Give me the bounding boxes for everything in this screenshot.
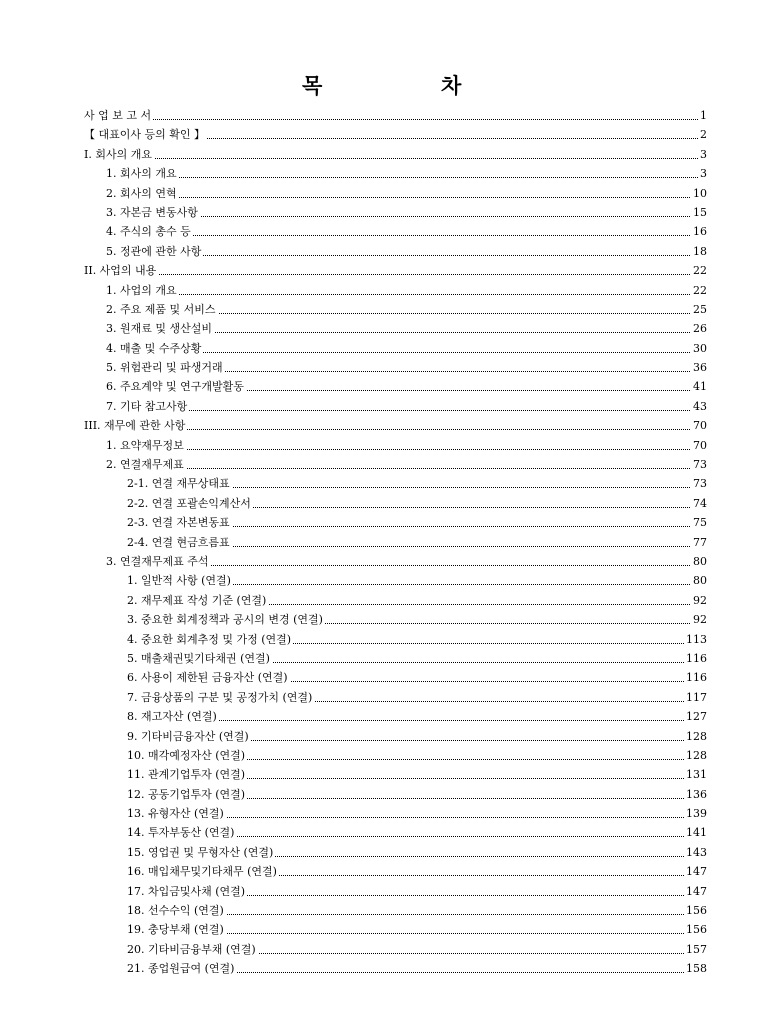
toc-entry-page-number: 18 [691,242,707,261]
toc-entry-label: 5. 정관에 관한 사항 [106,242,203,261]
toc-entry-page-number: 30 [691,339,707,358]
dot-leader [106,449,702,450]
toc-entry-page-number: 15 [691,203,707,222]
toc-entry-page-number: 36 [691,358,707,377]
toc-entry-label: 12. 공동기업투자 (연결) [127,785,247,804]
toc-entry[interactable] [0,804,768,823]
toc-entry-label: 2-1. 연결 재무상태표 [127,474,232,493]
toc-entry-label: 20. 기타비금융부채 (연결) [127,940,258,959]
toc-entry[interactable] [0,610,768,629]
toc-entry-page-number: 77 [691,533,707,552]
toc-title-char-2: 차 [441,73,462,98]
toc-entry-label: 4. 중요한 회계추정 및 가정 (연결) [127,630,293,649]
toc-entry-page-number: 43 [691,397,707,416]
toc-entry-label: 8. 재고자산 (연결) [127,707,219,726]
toc-entry-page-number: 117 [684,688,707,707]
toc-entry[interactable] [0,125,768,144]
toc-entry-page-number: 16 [691,222,707,241]
toc-entry-page-number: 3 [698,145,707,164]
toc-title-char-1: 목 [302,73,323,98]
toc-entry[interactable] [0,358,768,377]
toc-entry[interactable] [0,727,768,746]
toc-entry[interactable] [0,397,768,416]
toc-entry-label: 3. 연결재무제표 주석 [106,552,211,571]
toc-entry-label: II. 사업의 내용 [84,261,158,280]
toc-entry-page-number: 92 [691,591,707,610]
toc-entry-page-number: 26 [691,319,707,338]
toc-entry-label: 1. 요약재무정보 [106,436,186,455]
toc-entry[interactable] [0,416,768,435]
toc-entry[interactable] [0,203,768,222]
toc-entry-page-number: 157 [684,940,707,959]
toc-entry[interactable] [0,591,768,610]
toc-entry[interactable] [0,901,768,920]
toc-entry[interactable] [0,707,768,726]
toc-entry-page-number: 73 [691,474,707,493]
toc-entry-label: 【 대표이사 등의 확인 】 [84,125,207,144]
toc-entry-page-number: 116 [684,649,707,668]
toc-entry-label: 10. 매각예정자산 (연결) [127,746,247,765]
toc-entry[interactable] [0,688,768,707]
toc-entry[interactable] [0,436,768,455]
toc-entry-page-number: 10 [691,184,707,203]
toc-entry-label: 6. 사용이 제한된 금융자산 (연결) [127,668,290,687]
toc-entry-label: 3. 원재료 및 생산설비 [106,319,214,338]
toc-entry[interactable] [0,959,768,978]
toc-entry[interactable] [0,222,768,241]
toc-entry-label: 18. 선수수익 (연결) [127,901,226,920]
toc-entry[interactable] [0,319,768,338]
toc-entry-label: 3. 중요한 회계정책과 공시의 변경 (연결) [127,610,325,629]
toc-entry[interactable] [0,106,768,125]
dot-leader [106,197,702,198]
toc-entry-label: 7. 기타 참고사항 [106,397,189,416]
toc-entry-label: 2. 재무제표 작성 기준 (연결) [127,591,268,610]
toc-entry[interactable] [0,746,768,765]
toc-entry[interactable] [0,823,768,842]
toc-entry[interactable] [0,843,768,862]
dot-leader [106,410,702,411]
toc-entry[interactable] [0,533,768,552]
toc-entry-label: 2-2. 연결 포괄손익계산서 [127,494,253,513]
toc-entry-page-number: 158 [684,959,707,978]
toc-entry-label: 16. 매입채무및기타채무 (연결) [127,862,279,881]
toc-entry[interactable] [0,940,768,959]
dot-leader [84,274,702,275]
toc-entry-page-number: 22 [691,261,707,280]
toc-entry-page-number: 127 [684,707,707,726]
toc-entry[interactable] [0,765,768,784]
toc-entry-page-number: 147 [684,862,707,881]
toc-entry-page-number: 22 [691,281,707,300]
toc-entry-label: 사 업 보 고 서 [84,106,153,125]
toc-entry-label: 11. 관계기업투자 (연결) [127,765,247,784]
toc-entry-page-number: 113 [684,630,707,649]
toc-entry-label: 5. 매출채권및기타채권 (연결) [127,649,272,668]
toc-entry-page-number: 156 [684,920,707,939]
toc-entry-label: 21. 종업원급여 (연결) [127,959,236,978]
toc-entry-page-number: 25 [691,300,707,319]
toc-entry-label: 1. 사업의 개요 [106,281,179,300]
toc-entry[interactable] [0,242,768,261]
toc-entry-label: 13. 유형자산 (연결) [127,804,226,823]
toc-entry[interactable] [0,513,768,532]
toc-entry-label: 17. 차입금및사채 (연결) [127,882,247,901]
dot-leader [84,158,702,159]
toc-entry-page-number: 73 [691,455,707,474]
toc-entry-label: 4. 매출 및 수주상황 [106,339,203,358]
toc-entry-page-number: 147 [684,882,707,901]
toc-entry-label: 2-3. 연결 자본변동표 [127,513,232,532]
toc-entry-label: 2. 연결재무제표 [106,455,186,474]
toc-entry-page-number: 128 [684,727,707,746]
toc-entry-page-number: 141 [684,823,707,842]
toc-entry-label: 14. 투자부동산 (연결) [127,823,236,842]
toc-entry-label: 3. 자본금 변동사항 [106,203,200,222]
toc-entry[interactable] [0,474,768,493]
toc-entry[interactable] [0,882,768,901]
toc-entry-label: 4. 주식의 총수 등 [106,222,193,241]
toc-entry-label: 1. 일반적 사항 (연결) [127,571,233,590]
toc-entry-page-number: 70 [691,416,707,435]
toc-entry[interactable] [0,494,768,513]
toc-entry[interactable] [0,339,768,358]
toc-entry-page-number: 74 [691,494,707,513]
toc-entry[interactable] [0,785,768,804]
toc-list [0,106,768,979]
toc-entry-label: 19. 충당부채 (연결) [127,920,226,939]
toc-entry-page-number: 70 [691,436,707,455]
toc-entry[interactable] [0,649,768,668]
toc-entry-label: III. 재무에 관한 사항 [84,416,187,435]
toc-entry[interactable] [0,300,768,319]
toc-entry-label: I. 회사의 개요 [84,145,154,164]
toc-entry-label: 1. 회사의 개요 [106,164,179,183]
toc-entry-page-number: 75 [691,513,707,532]
toc-entry[interactable] [0,552,768,571]
toc-entry-page-number: 92 [691,610,707,629]
dot-leader [84,119,702,120]
toc-entry-page-number: 2 [698,125,707,144]
toc-entry[interactable] [0,455,768,474]
toc-title [0,72,768,100]
toc-entry[interactable] [0,145,768,164]
toc-entry-page-number: 139 [684,804,707,823]
dot-leader [106,235,702,236]
dot-leader [106,177,702,178]
dot-leader [106,468,702,469]
toc-entry[interactable] [0,164,768,183]
dot-leader [106,294,702,295]
toc-entry[interactable] [0,261,768,280]
toc-entry-label: 6. 주요계약 및 연구개발활동 [106,377,246,396]
toc-entry[interactable] [0,377,768,396]
toc-entry-label: 7. 금융상품의 구분 및 공정가치 (연결) [127,688,314,707]
toc-entry-page-number: 128 [684,746,707,765]
toc-entry-page-number: 1 [698,106,707,125]
toc-entry[interactable] [0,862,768,881]
toc-entry-label: 15. 영업권 및 무형자산 (연결) [127,843,275,862]
toc-entry-label: 9. 기타비금융자산 (연결) [127,727,251,746]
toc-entry-page-number: 136 [684,785,707,804]
toc-entry[interactable] [0,630,768,649]
toc-entry-page-number: 116 [684,668,707,687]
toc-entry-label: 2. 주요 제품 및 서비스 [106,300,218,319]
toc-entry-page-number: 143 [684,843,707,862]
toc-entry-label: 5. 위험관리 및 파생거래 [106,358,225,377]
toc-entry-label: 2-4. 연결 현금흐름표 [127,533,232,552]
toc-entry-page-number: 156 [684,901,707,920]
toc-entry-page-number: 80 [691,552,707,571]
toc-entry[interactable] [0,668,768,687]
toc-entry[interactable] [0,920,768,939]
toc-entry-page-number: 41 [691,377,707,396]
toc-entry-page-number: 3 [698,164,707,183]
toc-entry-page-number: 80 [691,571,707,590]
toc-entry[interactable] [0,184,768,203]
toc-entry[interactable] [0,571,768,590]
toc-entry-page-number: 131 [684,765,707,784]
toc-entry-label: 2. 회사의 연혁 [106,184,179,203]
toc-entry[interactable] [0,281,768,300]
